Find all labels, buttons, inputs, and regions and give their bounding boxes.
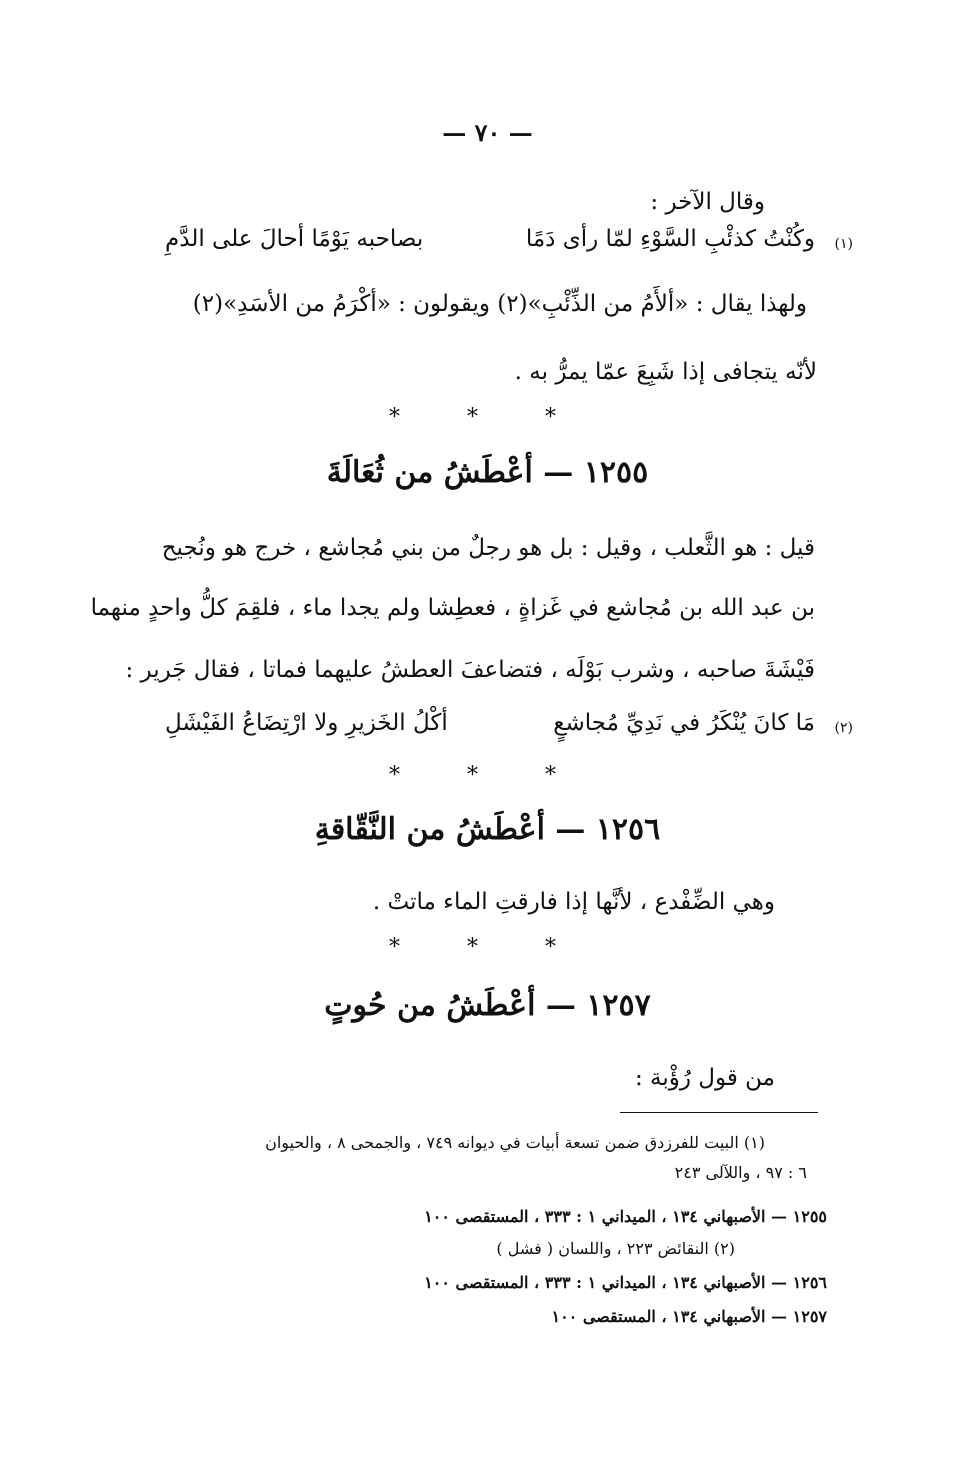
footnote-source-1255: ١٢٥٥ — الأصبهاني ١٣٤ ، الميداني ١ : ٣٣٣ ، المستقصى ١٠٠: [424, 1207, 827, 1226]
paragraph-1257-line-1: من قول رُؤْبة :: [634, 1065, 775, 1091]
footnote-1-continued: ٦ : ٩٧ ، واللآلى ٢٤٣: [674, 1163, 807, 1182]
paragraph-1255-line-1: قيل : هو الثَّعلب ، وقيل : بل هو رجلٌ من بني مُجاشع ، خرج هو ونُجيح: [161, 535, 815, 561]
section-divider-3: * * *: [389, 935, 586, 960]
page-number: — ٧٠ —: [442, 118, 533, 147]
verse-2-hemistich-2: أكْلُ الخَزيرِ ولا ارْتِضَاعُ الفَيْشَلِ: [165, 710, 448, 736]
section-divider-1: * * *: [389, 405, 586, 430]
section-divider-2: * * *: [389, 763, 586, 788]
text-line-3: ولهذا يقال : «ألأَمُ من الذِّئْبِ»(٢) ويقولون : «أكْرَمُ من الأسَدِ»(٢): [192, 291, 807, 317]
section-heading-1256: ١٢٥٦ — أعْطَشُ من النَّقّاقةِ: [314, 812, 661, 847]
intro-line: وقال الآخر :: [650, 189, 765, 215]
footnote-2: (٢) النقائض ٢٢٣ ، واللسان ( فشل ): [496, 1239, 735, 1258]
footnote-1: (١) البيت للفرزدق ضمن تسعة أبيات في ديوانه ٧٤٩ ، والجمحى ٨ ، والحيوان: [265, 1133, 765, 1152]
verse-1-hemistich-2: بصاحبه يَوْمًا أحالَ على الدَّمِ: [165, 226, 424, 252]
footnote-source-1257: ١٢٥٧ — الأصبهاني ١٣٤ ، المستقصى ١٠٠: [551, 1307, 827, 1326]
verse-1-hemistich-1: وكُنْتُ كذئْبِ السَّوْءِ لمّا رأى دَمًا: [525, 226, 815, 252]
paragraph-1255-line-3: فَيْشَةَ صاحبه ، وشرب بَوْلَه ، فتضاعفَ العطشُ عليهما فماتا ، فقال جَرير :: [125, 657, 815, 683]
verse-1-footnote-marker: (١): [834, 236, 853, 252]
verse-2-footnote-marker: (٢): [834, 720, 853, 736]
verse-2-hemistich-1: مَا كانَ يُنْكَرُ في نَدِيِّ مُجاشعٍ: [553, 710, 815, 736]
footnote-source-1256: ١٢٥٦ — الأصبهاني ١٣٤ ، الميداني ١ : ٣٣٣ ، المستقصى ١٠٠: [424, 1273, 827, 1292]
section-heading-1257: ١٢٥٧ — أعْطَشُ من حُوتٍ: [324, 988, 651, 1023]
paragraph-1255-line-2: بن عبد الله بن مُجاشع في غَزاةٍ ، فعطِشا ولم يجدا ماء ، فلقِمَ كلُّ واحدٍ منهما: [90, 595, 815, 621]
text-line-4: لأنّه يتجافى إذا شَبِعَ عمّا يمرُّ به .: [514, 359, 817, 385]
footnote-separator: [620, 1112, 818, 1113]
verse-2: [165, 710, 815, 736]
paragraph-1256-line-1: وهي الضِّفْدع ، لأنَّها إذا فارقتِ الماء ماتتْ .: [372, 889, 775, 915]
section-heading-1255: ١٢٥٥ — أعْطَشُ من ثُعَالَةَ: [326, 455, 649, 490]
verse-1: [165, 226, 815, 252]
